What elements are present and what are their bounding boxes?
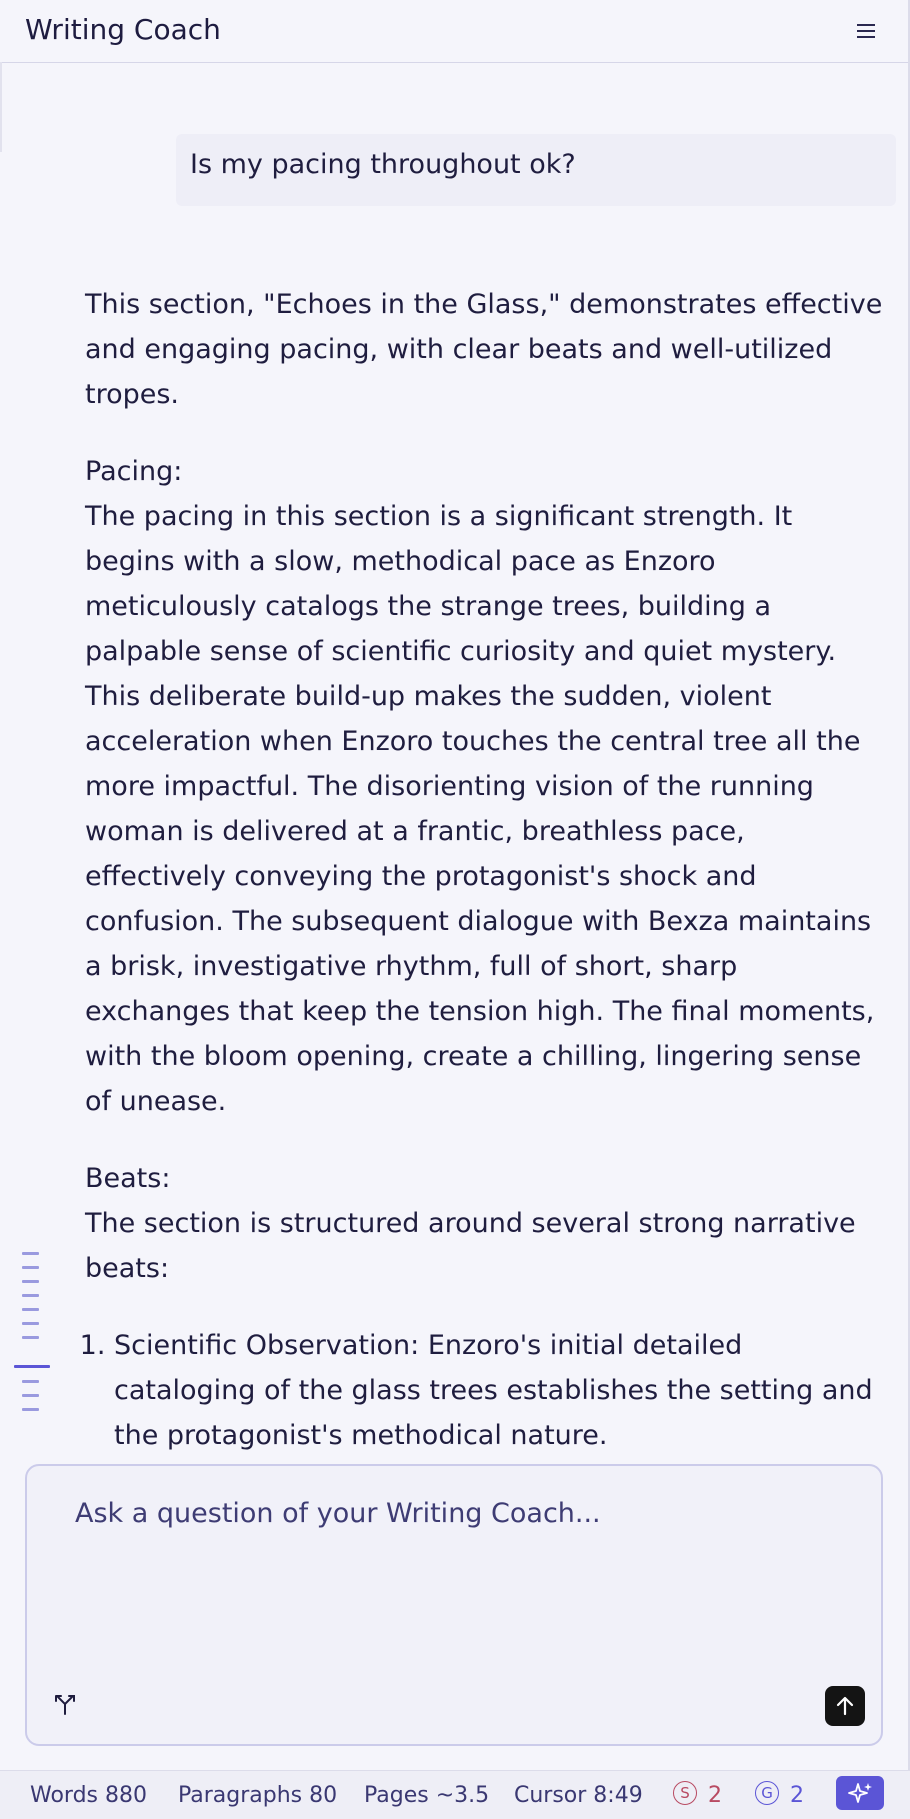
minimap-tick[interactable]	[22, 1336, 39, 1339]
beats-body: The section is structured around several strong narrative beats:	[85, 1208, 856, 1284]
pacing-body: The pacing in this section is a significant strength. It begins with a slow, methodical pace as Enzoro meticulously catalogs the strange trees, building a palpable sense of scientific curiosity and quiet mystery. This deliberate build-up makes the sudden, violent acceleration when Enzoro touches the central tree all the more impactful. The disorienting vision of the running woman is delivered at a frantic, breathless pace, effectively conveying the protagonist's shock and confusion. The subsequent dialogue with Bexza maintains a brisk, investigative rhythm, full of short, sharp exchanges that keep the tension high. The final moments, with the bloom opening, create a chilling, lingering sense of unease.	[85, 501, 875, 1117]
sparkle-icon	[846, 1781, 874, 1805]
ai-assistant-button[interactable]	[836, 1776, 884, 1810]
question-composer	[25, 1464, 883, 1746]
beats-heading: Beats:	[85, 1163, 171, 1194]
message-minimap	[14, 1250, 54, 1420]
minimap-tick[interactable]	[22, 1294, 39, 1297]
grammar-issues-icon[interactable]: G	[755, 1781, 779, 1805]
paragraph-count: Paragraphs 80	[178, 1783, 338, 1808]
coach-reply	[85, 282, 885, 1503]
page-count: Pages ~3.5	[364, 1783, 490, 1808]
minimap-tick[interactable]	[22, 1408, 39, 1411]
panel-edge-divider	[0, 62, 2, 152]
reply-intro: This section, "Echoes in the Glass," demonstrates effective and engaging pacing, with clear beats and well-utilized tropes.	[85, 289, 883, 410]
minimap-tick[interactable]	[22, 1266, 39, 1269]
minimap-tick[interactable]	[22, 1280, 39, 1283]
word-count: Words 880	[30, 1783, 147, 1808]
grammar-issues-count[interactable]: 2	[790, 1783, 804, 1808]
spelling-issues-count[interactable]: 2	[708, 1783, 722, 1808]
list-item: 1. Scientific Observation: Enzoro's initial detailed cataloging of the glass trees establishes the setting and the protagonist's methodical nature.	[114, 1323, 885, 1458]
conversation-scroll-area[interactable]	[2, 230, 902, 1451]
pacing-heading: Pacing:	[85, 456, 183, 487]
fork-icon[interactable]	[49, 1688, 81, 1720]
cursor-position: Cursor 8:49	[514, 1783, 643, 1808]
minimap-tick[interactable]	[22, 1308, 39, 1311]
minimap-tick-active[interactable]	[14, 1365, 50, 1368]
status-bar	[0, 1770, 910, 1819]
minimap-tick[interactable]	[22, 1252, 39, 1255]
question-input[interactable]	[73, 1496, 847, 1680]
minimap-tick[interactable]	[22, 1394, 39, 1397]
panel-header	[0, 0, 908, 63]
user-message-bubble	[176, 134, 896, 206]
minimap-tick[interactable]	[22, 1380, 39, 1383]
beats-section	[85, 1156, 885, 1291]
menu-icon[interactable]	[854, 20, 878, 42]
panel-title: Writing Coach	[25, 13, 221, 46]
user-message-text: Is my pacing throughout ok?	[190, 149, 576, 180]
pacing-section	[85, 449, 885, 1124]
arrow-up-icon	[834, 1695, 856, 1717]
minimap-tick[interactable]	[22, 1322, 39, 1325]
spelling-issues-icon[interactable]: S	[673, 1781, 697, 1805]
send-button[interactable]	[825, 1686, 865, 1726]
